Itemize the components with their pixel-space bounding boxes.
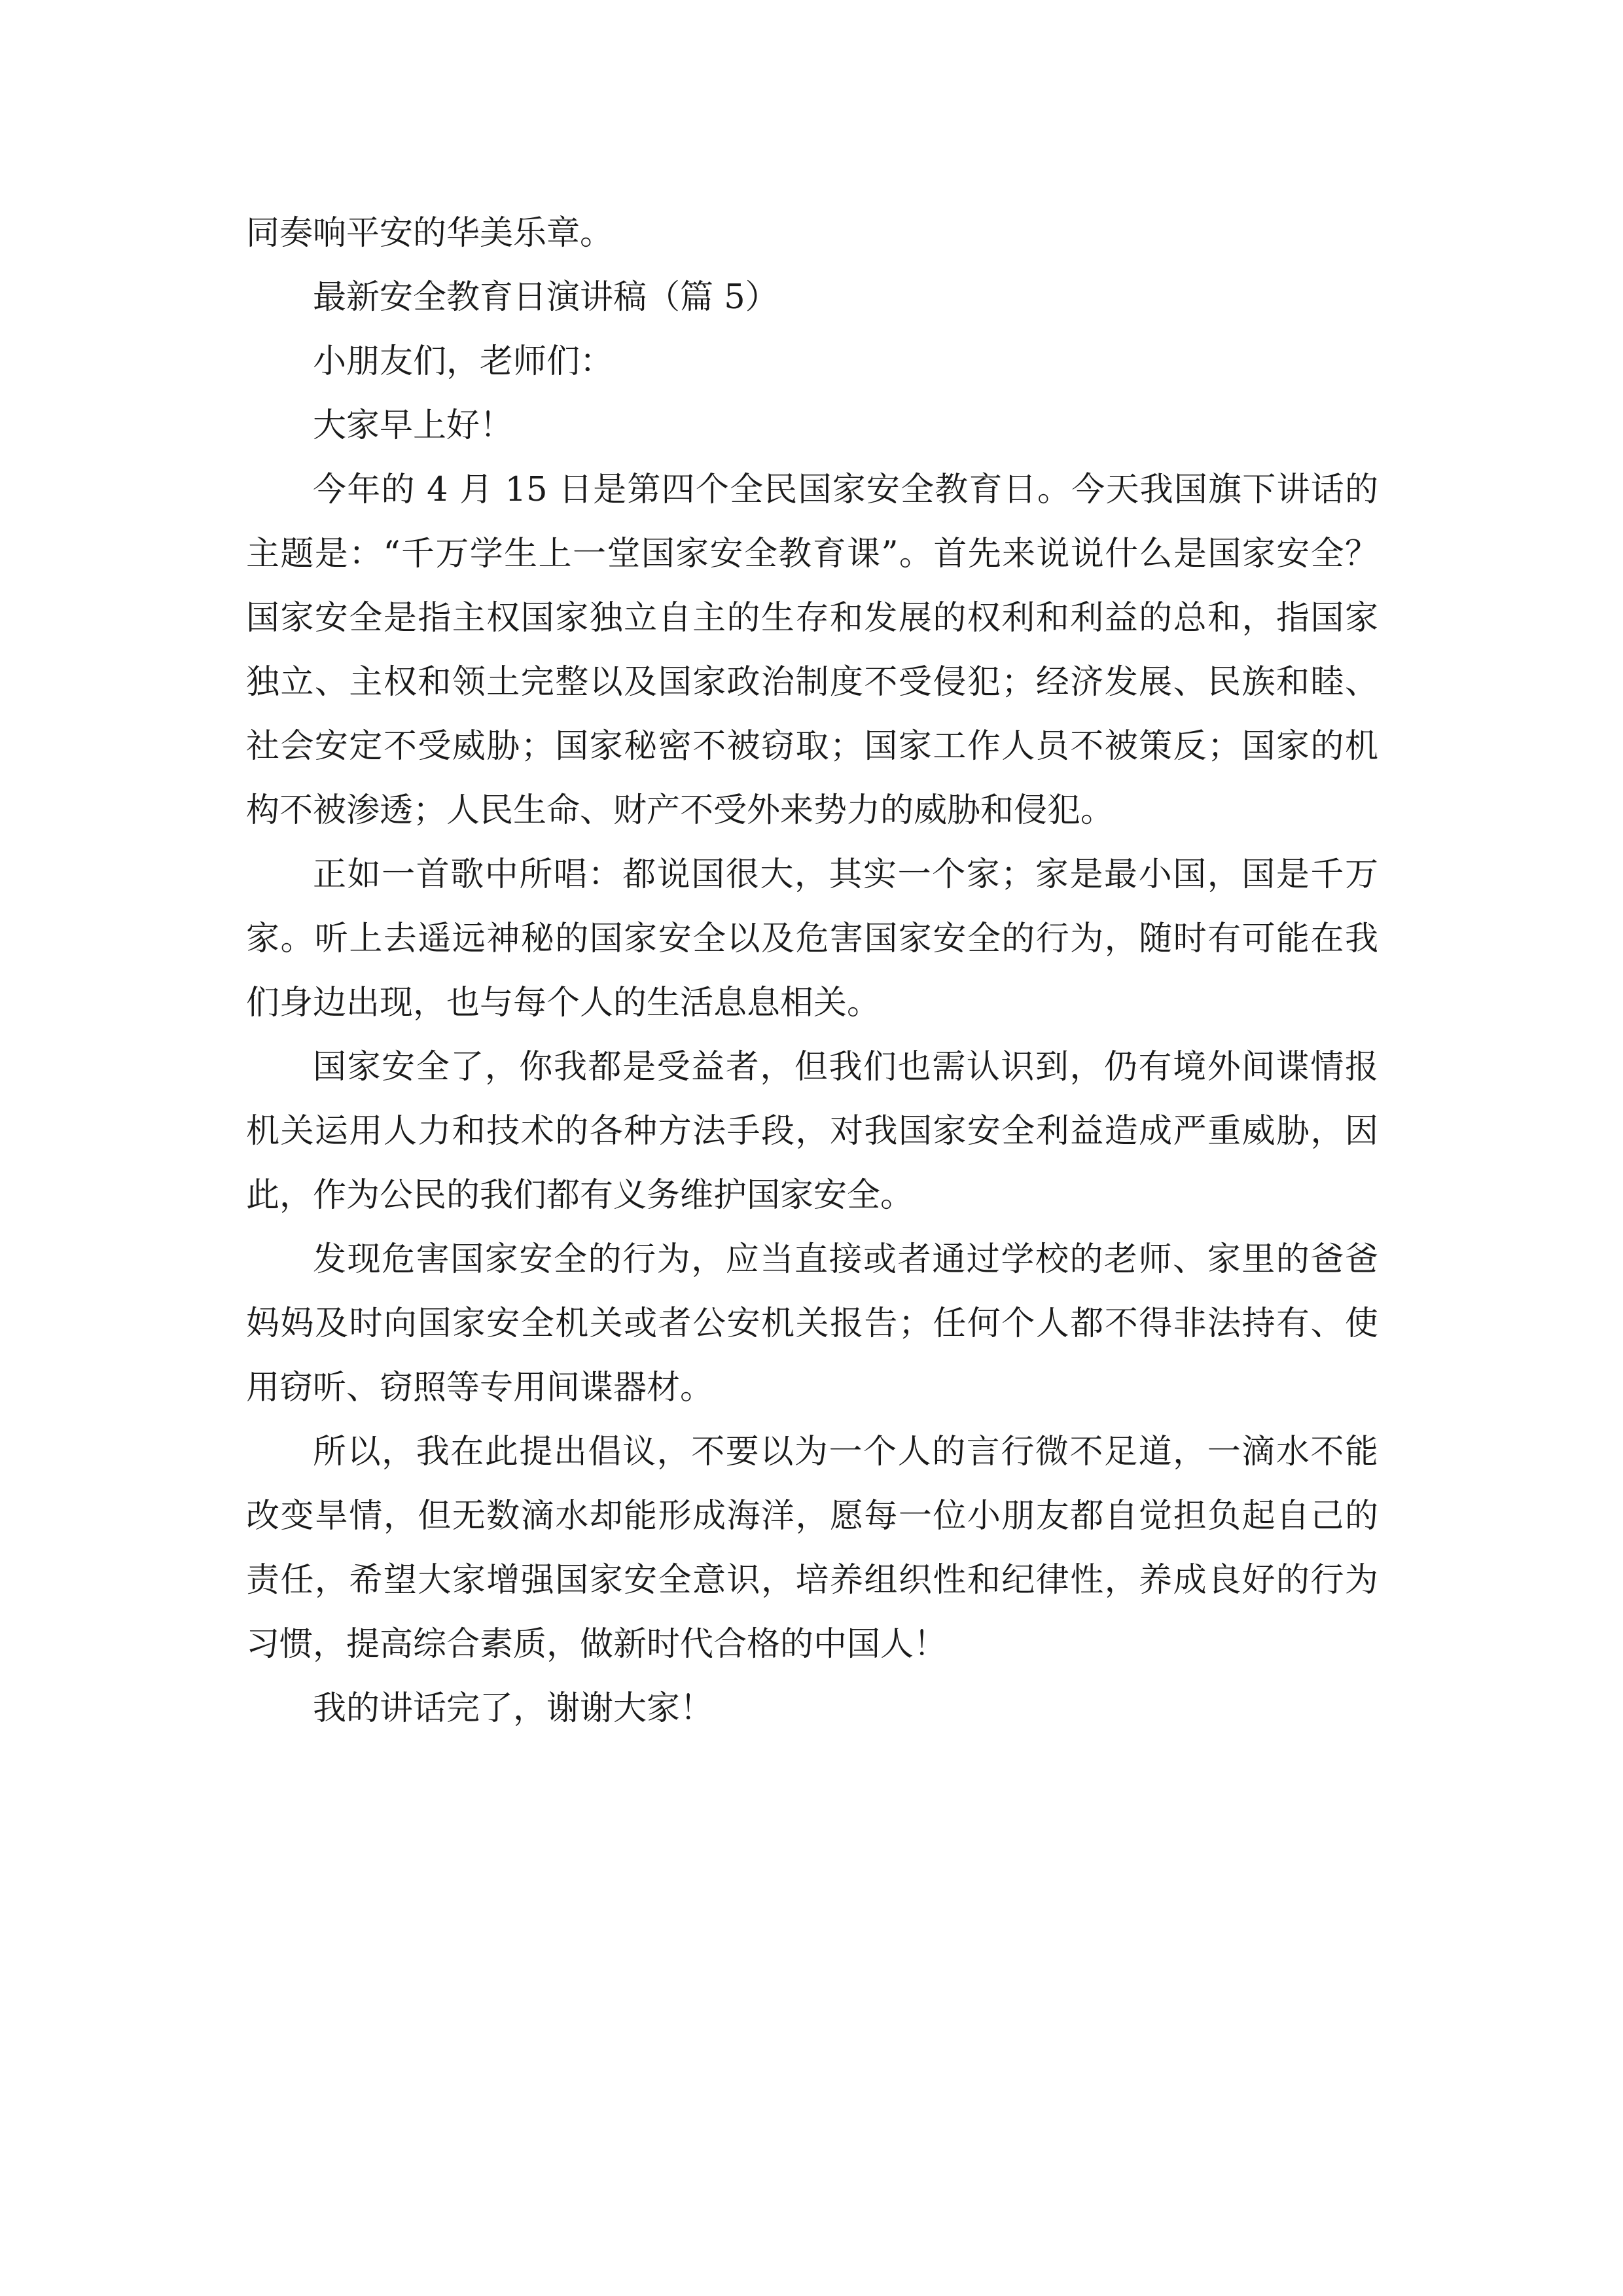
paragraph-5: 所以，我在此提出倡议，不要以为一个人的言行微不足道，一滴水不能改变旱情，但无数滴水却能形成海洋，愿每一位小朋友都自觉担负起自己的责任，希望大家增强国家安全意识，培养组织性和纪律性，养成良好的行为习惯，提高综合素质，做新时代合格的中国人！ [246,1433,1378,1664]
greeting: 大家早上好！ [313,406,514,445]
continuation-line: 同奏响平安的华美乐章。 [246,214,614,253]
document-body [246,202,1378,1741]
paragraph-1: 今年的 4 月 15 日是第四个全民国家安全教育日。今天我国旗下讲话的主题是：“千万学生上一堂国家安全教育课”。首先来说说什么是国家安全？国家安全是指主权国家独立自主的生存和发展的权利和利益的总和，指国家独立、主权和领土完整以及国家政治制度不受侵犯；经济发展、民族和睦、社会安定不受威胁；国家秘密不被窃取；国家工作人员不被策反；国家的机构不被渗透；人民生命、财产不受外来势力的威胁和侵犯。 [246,471,1378,830]
speech-title: 最新安全教育日演讲稿（篇 5） [313,278,779,317]
paragraph-2: 正如一首歌中所唱：都说国很大，其实一个家；家是最小国，国是千万家。听上去遥远神秘的国家安全以及危害国家安全的行为，随时有可能在我们身边出现，也与每个人的生活息息相关。 [246,855,1378,1022]
salutation: 小朋友们，老师们： [313,342,614,381]
paragraph-3: 国家安全了，你我都是受益者，但我们也需认识到，仍有境外间谍情报机关运用人力和技术的各种方法手段，对我国家安全利益造成严重威胁，因此，作为公民的我们都有义务维护国家安全。 [246,1048,1378,1215]
closing-line: 我的讲话完了，谢谢大家！ [313,1689,714,1728]
paragraph-4: 发现危害国家安全的行为，应当直接或者通过学校的老师、家里的爸爸妈妈及时向国家安全机关或者公安机关报告；任何个人都不得非法持有、使用窃听、窃照等专用间谍器材。 [246,1240,1378,1407]
